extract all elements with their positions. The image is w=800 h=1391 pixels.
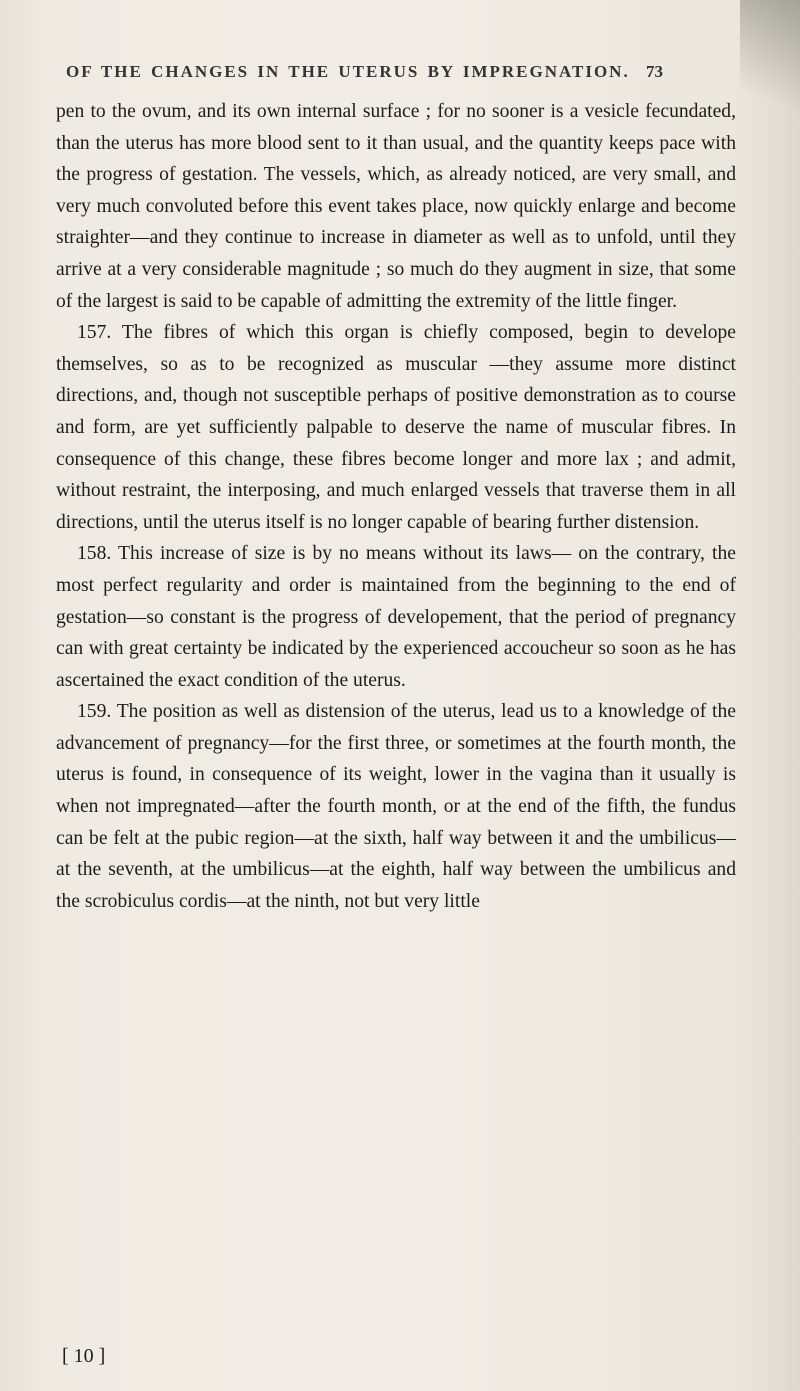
paragraph-159: 159. The position as well as distension of the uterus, lead us to a knowledge of the advancement of pregnancy—for the first three, or sometimes at the fourth month, the uterus is found, in consequence of its weight, lower in the vagina than it usually is when not impregnated—after the fourth month, or at the end of the fifth, the fundus can be felt at the pubic region—at the sixth, half way between it and the umbilicus—at the seventh, at the umbilicus—at the eighth, half way between the umbilicus and the scrobiculus cordis—at the ninth, not but very little — [56, 701, 736, 912]
signature-mark: [ 10 ] — [62, 1345, 106, 1367]
running-head-title: OF THE CHANGES IN THE UTERUS BY IMPREGNATION. — [66, 62, 630, 81]
page-number: 73 — [645, 62, 663, 81]
running-head — [66, 62, 746, 82]
paragraph-158: 158. This increase of size is by no means without its laws— on the contrary, the most perfect regularity and order is maintained from the beginning to the end of gestation—so constant is the progress of developement, that the period of pregnancy can with great certainty be indicated by the experienced accoucheur so soon as he has ascertained the exact condition of the uterus. — [56, 543, 736, 691]
paragraph-continuation: pen to the ovum, and its own internal surface ; for no sooner is a vesicle fecundated, than the uterus has more blood sent to it than usual, and the quantity keeps pace with the progress of gestation. The vessels, which, as already noticed, are very small, and very much convoluted before this event takes place, now quickly enlarge and become straighter—and they continue to increase in diameter as well as to unfold, until they arrive at a very considerable magnitude ; so much do they augment in size, that some of the largest is said to be capable of admitting the extremity of the little finger. — [56, 101, 736, 312]
body-text — [56, 96, 736, 917]
paragraph-157: 157. The fibres of which this organ is chiefly composed, begin to develope themselves, so as to be recognized as muscular —they assume more distinct directions, and, though not susceptible perhaps of positive demonstration as to course and form, are yet sufficiently palpable to deserve the name of muscular fibres. In consequence of this change, these fibres become longer and more lax ; and admit, without restraint, the interposing, and much enlarged vessels that traverse them in all directions, until the uterus itself is no longer capable of bearing further distension. — [56, 322, 736, 533]
page-edge-shadow — [740, 0, 800, 140]
